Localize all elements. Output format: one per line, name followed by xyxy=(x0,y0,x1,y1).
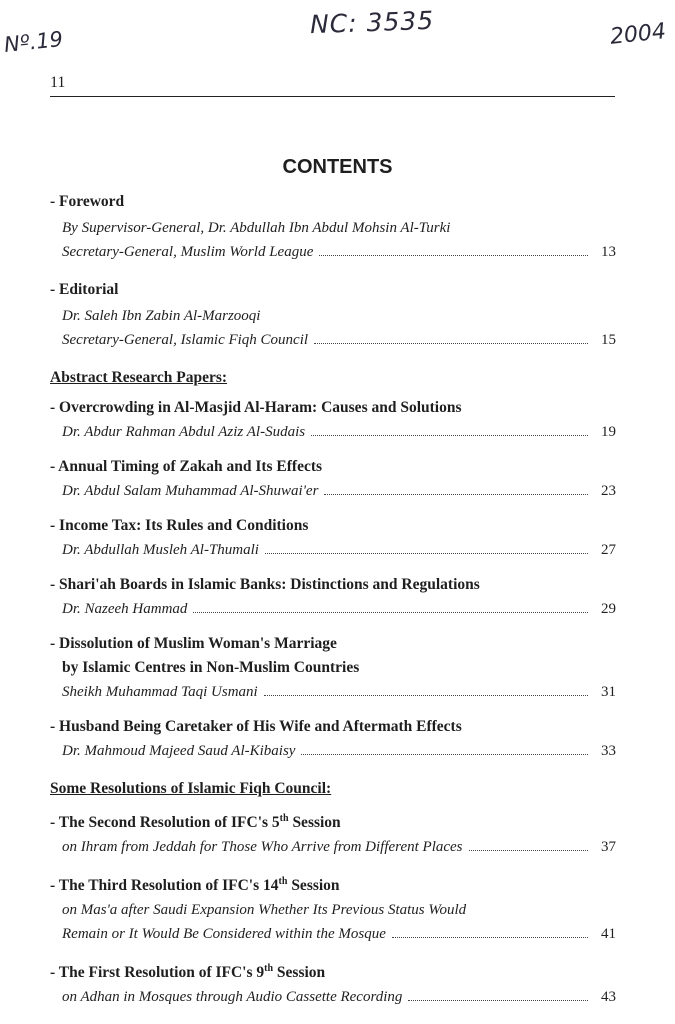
toc-entry-paper xyxy=(50,715,616,763)
entry-author: Dr. Mahmoud Majeed Saud Al-Kibaisy xyxy=(62,743,296,759)
entry-title: - Overcrowding in Al-Masjid Al-Haram: Causes and Solutions xyxy=(50,399,462,416)
entry-subject: on Ihram from Jeddah for Those Who Arrive from Different Places xyxy=(62,839,463,856)
entry-title-continued: by Islamic Centres in Non-Muslim Countries xyxy=(62,659,360,676)
entry-line xyxy=(50,680,616,704)
handwritten-year: 2004 xyxy=(608,19,668,50)
header-rule xyxy=(50,96,615,97)
entry-title: - The Third Resolution of IFC's 14th Session xyxy=(50,876,340,895)
entry-line xyxy=(50,328,616,352)
page-ref: 29 xyxy=(601,601,616,617)
dot-leader xyxy=(469,849,588,851)
entry-title: - The First Resolution of IFC's 9th Session xyxy=(50,963,326,982)
page-title: CONTENTS xyxy=(282,156,393,178)
entry-author: Dr. Abdur Rahman Abdul Aziz Al-Sudais xyxy=(62,424,306,440)
entry-author: Sheikh Muhammad Taqi Usmani xyxy=(62,684,258,700)
entry-author: Dr. Abdullah Musleh Al-Thumali xyxy=(62,542,259,558)
entry-line xyxy=(50,240,616,264)
toc-entry-resolution xyxy=(50,807,616,859)
toc-entry-paper xyxy=(50,396,616,444)
entry-line xyxy=(50,597,616,621)
page-ref: 37 xyxy=(601,839,616,856)
handwritten-catalog-number: NC: 3535 xyxy=(309,5,435,40)
dot-leader xyxy=(392,936,588,938)
dot-leader xyxy=(301,753,588,755)
dot-leader xyxy=(311,434,588,436)
page-ref: 13 xyxy=(601,244,616,260)
entry-author: By Supervisor-General, Dr. Abdullah Ibn Abdul Mohsin Al-Turki xyxy=(62,220,451,236)
toc-entry-resolution xyxy=(50,870,616,946)
entry-title: - Foreword xyxy=(50,193,125,210)
entry-author: Dr. Nazeeh Hammad xyxy=(62,601,188,617)
toc-entry-foreword xyxy=(50,190,616,264)
entry-author: Dr. Saleh Ibn Zabin Al-Marzooqi xyxy=(62,308,261,324)
entry-line xyxy=(50,835,616,859)
entry-line xyxy=(50,922,616,946)
entry-title: - Dissolution of Muslim Woman's Marriage xyxy=(50,635,337,652)
entry-author: Dr. Abdul Salam Muhammad Al-Shuwai'er xyxy=(62,483,319,499)
dot-leader xyxy=(264,694,588,696)
handwritten-number: Nº.19 xyxy=(2,26,65,58)
page-ref: 19 xyxy=(601,424,616,440)
entry-line xyxy=(50,739,616,763)
page-ref: 43 xyxy=(601,989,616,1006)
toc-entry-paper xyxy=(50,455,616,503)
page-ref: 23 xyxy=(601,483,616,499)
page-ref: 15 xyxy=(601,332,616,348)
table-of-contents xyxy=(50,190,616,1009)
entry-affiliation: Secretary-General, Islamic Fiqh Council xyxy=(62,332,309,348)
entry-title: - The Second Resolution of IFC's 5th Session xyxy=(50,813,341,832)
dot-leader xyxy=(319,254,588,256)
entry-subject: on Adhan in Mosques through Audio Cassette Recording xyxy=(62,989,403,1006)
dot-leader xyxy=(314,342,588,344)
page-ref: 27 xyxy=(601,542,616,558)
entry-line xyxy=(50,985,616,1009)
entry-line xyxy=(50,538,616,562)
entry-line xyxy=(50,420,616,444)
entry-affiliation: Secretary-General, Muslim World League xyxy=(62,244,314,260)
toc-entry-paper xyxy=(50,514,616,562)
toc-entry-editorial xyxy=(50,278,616,352)
entry-title: - Income Tax: Its Rules and Conditions xyxy=(50,517,309,534)
page-number: 11 xyxy=(50,74,66,91)
toc-entry-paper xyxy=(50,573,616,621)
page-ref: 33 xyxy=(601,743,616,759)
entry-title: - Husband Being Caretaker of His Wife and Aftermath Effects xyxy=(50,718,462,735)
section-heading-abstracts: Abstract Research Papers: xyxy=(50,369,228,386)
dot-leader xyxy=(193,611,588,613)
entry-title: - Annual Timing of Zakah and Its Effects xyxy=(50,458,323,475)
dot-leader xyxy=(408,999,588,1001)
toc-entry-resolution xyxy=(50,957,616,1009)
page-ref: 31 xyxy=(601,684,616,700)
entry-subject: on Mas'a after Saudi Expansion Whether Its Previous Status Would xyxy=(62,902,467,919)
dot-leader xyxy=(324,493,588,495)
entry-line xyxy=(50,479,616,503)
dot-leader xyxy=(265,552,588,554)
entry-subject-continued: Remain or It Would Be Considered within the Mosque xyxy=(62,926,386,943)
page-ref: 41 xyxy=(601,926,616,943)
entry-title: - Editorial xyxy=(50,281,119,298)
entry-title: - Shari'ah Boards in Islamic Banks: Distinctions and Regulations xyxy=(50,576,480,593)
section-heading-resolutions: Some Resolutions of Islamic Fiqh Council: xyxy=(50,780,332,797)
toc-entry-paper xyxy=(50,632,616,704)
